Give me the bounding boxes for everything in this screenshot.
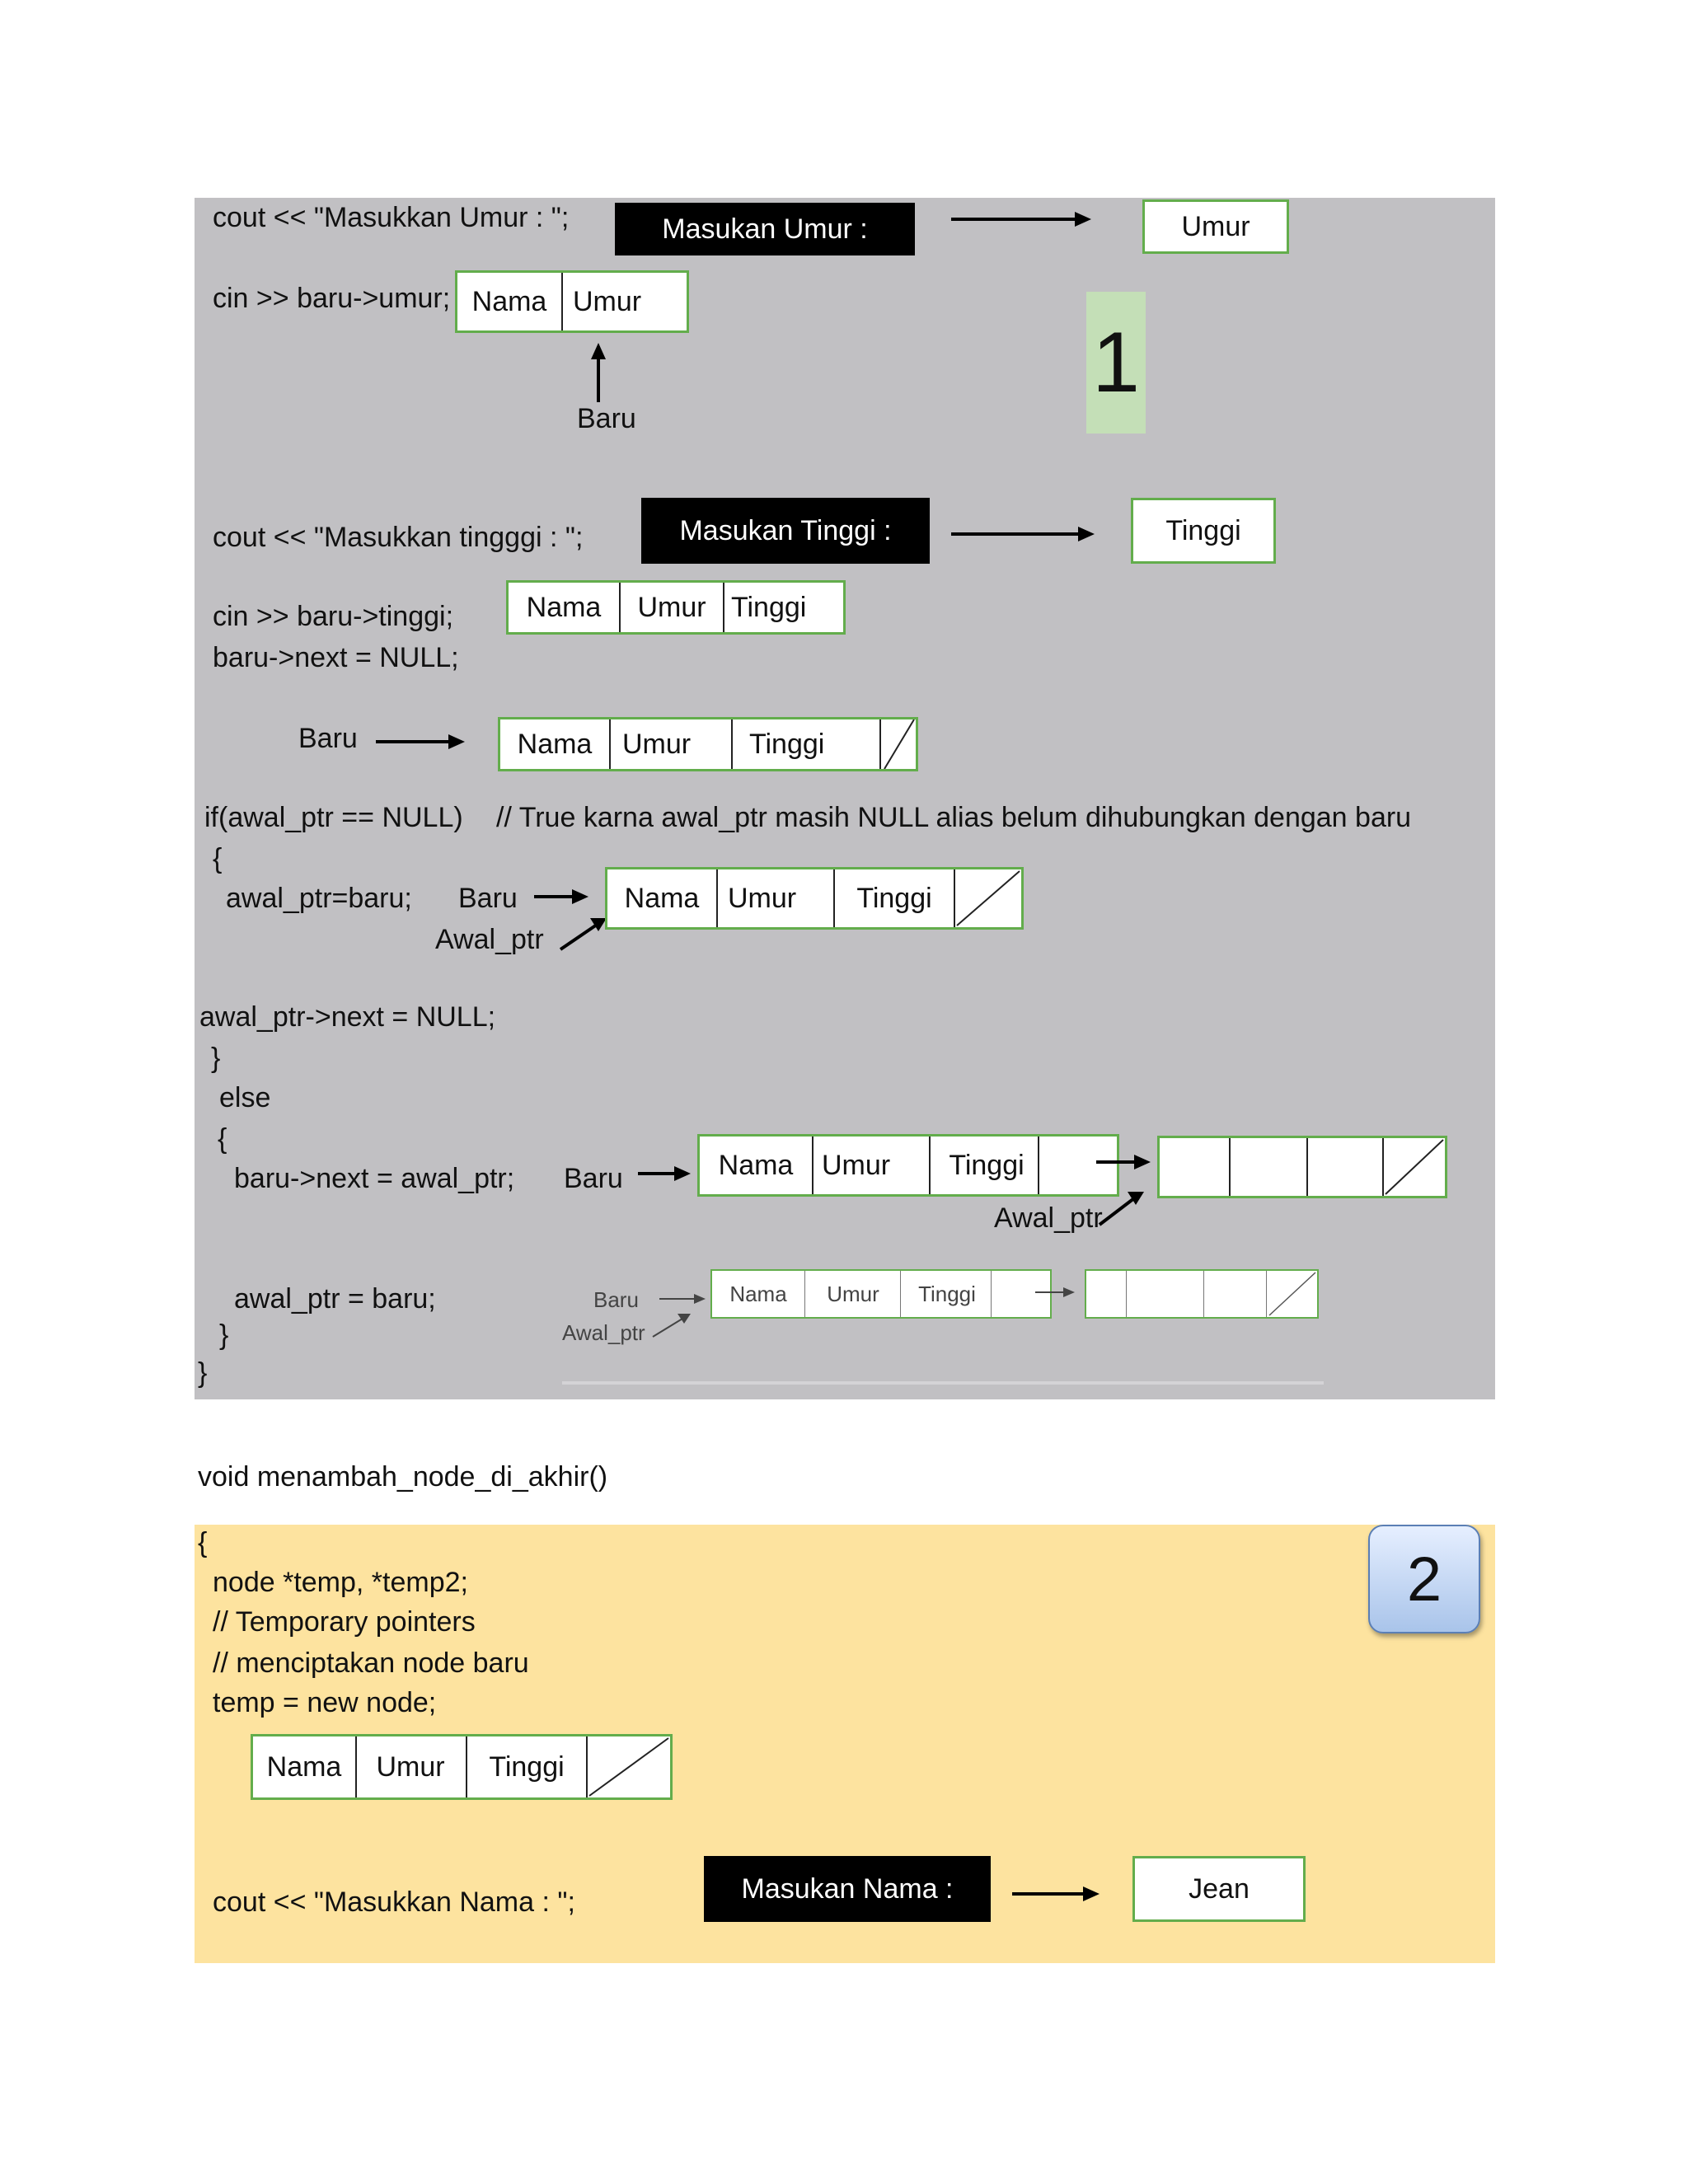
code-comment: // True karna awal_ptr masih NULL alias belum dihubungkan dengan baru bbox=[496, 802, 1412, 833]
node-temp bbox=[251, 1734, 673, 1800]
arrow-right-icon bbox=[951, 524, 1095, 544]
null-pointer-icon bbox=[881, 719, 916, 769]
code-outer-close-brace: } bbox=[198, 1357, 208, 1389]
node-divider bbox=[804, 1271, 805, 1317]
result-nama-box: Jean bbox=[1132, 1856, 1306, 1922]
node-divider bbox=[1229, 1138, 1231, 1196]
node-cell-tinggi: Tinggi bbox=[856, 882, 932, 914]
node-cell-umur: Umur bbox=[622, 728, 692, 760]
node-with-null bbox=[498, 717, 918, 771]
node-cell-umur: Umur bbox=[827, 1281, 879, 1306]
prompt-tinggi-box: Masukan Tinggi : bbox=[641, 498, 930, 564]
code-comment-new: // menciptakan node baru bbox=[213, 1647, 529, 1679]
node-divider bbox=[1203, 1271, 1204, 1317]
null-pointer-icon bbox=[955, 869, 1021, 927]
code-awal-assign: awal_ptr=baru; bbox=[226, 883, 412, 914]
code-if-condition: if(awal_ptr == NULL) bbox=[204, 802, 463, 833]
node-cell-umur: Umur bbox=[376, 1750, 445, 1783]
code-awal-eq-baru: awal_ptr = baru; bbox=[234, 1283, 436, 1315]
node-cell-umur: Umur bbox=[573, 285, 642, 317]
node-divider bbox=[1266, 1271, 1267, 1317]
node-old-awal bbox=[1157, 1136, 1447, 1198]
code-open-brace: { bbox=[213, 843, 223, 874]
label-baru-3: Baru bbox=[458, 883, 518, 914]
node-final-small bbox=[710, 1269, 1052, 1319]
code-else: else bbox=[219, 1082, 271, 1113]
arrow-diagonal-icon bbox=[651, 1312, 692, 1338]
null-pointer-icon bbox=[1268, 1271, 1317, 1317]
node-old-small bbox=[1085, 1269, 1319, 1319]
node-divider bbox=[1038, 1137, 1039, 1194]
arrow-right-icon bbox=[638, 1164, 691, 1183]
null-pointer-icon bbox=[1384, 1138, 1445, 1196]
node-cell-nama: Nama bbox=[729, 1281, 787, 1306]
arrow-right-icon bbox=[659, 1292, 706, 1305]
result-umur-box: Umur bbox=[1142, 199, 1289, 254]
code-awal-next-null: awal_ptr->next = NULL; bbox=[199, 1001, 496, 1033]
code-baru-next-assign: baru->next = awal_ptr; bbox=[234, 1163, 515, 1194]
arrow-right-icon bbox=[1012, 1884, 1100, 1904]
arrow-right-icon bbox=[1096, 1152, 1151, 1172]
arrow-right-icon bbox=[534, 887, 588, 907]
code-cout-umur: cout << "Masukkan Umur : "; bbox=[213, 202, 570, 233]
code-cout-tinggi: cout << "Masukkan tingggi : "; bbox=[213, 522, 584, 553]
code-comment-temp: // Temporary pointers bbox=[213, 1606, 476, 1638]
label-awal-ptr-2: Awal_ptr bbox=[994, 1202, 1103, 1234]
node-cell-tinggi: Tinggi bbox=[489, 1750, 565, 1783]
arrow-right-icon bbox=[951, 209, 1091, 229]
node-cell-tinggi: Tinggi bbox=[949, 1149, 1025, 1181]
code-open-brace-2: { bbox=[198, 1527, 208, 1558]
arrow-diagonal-icon bbox=[559, 916, 608, 951]
node-cell-nama: Nama bbox=[266, 1750, 342, 1783]
node-cell-tinggi: Tinggi bbox=[731, 591, 807, 623]
node-divider bbox=[900, 1271, 901, 1317]
code-temp-decl: node *temp, *temp2; bbox=[213, 1567, 468, 1598]
code-temp-new: temp = new node; bbox=[213, 1687, 437, 1718]
step-badge-2: 2 bbox=[1368, 1525, 1480, 1633]
code-else-close-brace: } bbox=[219, 1319, 229, 1351]
arrow-right-icon bbox=[376, 732, 465, 752]
code-cin-umur: cin >> baru->umur; bbox=[213, 283, 451, 314]
label-awal-ptr-1: Awal_ptr bbox=[435, 924, 544, 955]
node-divider bbox=[991, 1271, 992, 1317]
node-nama-umur bbox=[455, 270, 689, 333]
function-title: void menambah_node_di_akhir() bbox=[198, 1461, 608, 1493]
code-else-open-brace: { bbox=[218, 1123, 227, 1155]
node-cell-umur: Umur bbox=[637, 591, 706, 623]
label-baru-4: Baru bbox=[564, 1163, 623, 1194]
node-cell-tinggi: Tinggi bbox=[749, 728, 825, 760]
node-baru-else bbox=[697, 1134, 1119, 1197]
arrow-up-icon bbox=[588, 343, 608, 402]
node-cell-umur: Umur bbox=[822, 1149, 891, 1181]
code-cin-tinggi: cin >> baru->tinggi; bbox=[213, 601, 454, 632]
node-cell-umur: Umur bbox=[728, 882, 797, 914]
result-tinggi-box: Tinggi bbox=[1131, 498, 1276, 564]
divider-line bbox=[562, 1381, 1324, 1385]
code-close-brace: } bbox=[211, 1043, 221, 1074]
node-cell-tinggi: Tinggi bbox=[918, 1281, 976, 1306]
arrow-diagonal-icon bbox=[1096, 1190, 1146, 1226]
node-awal bbox=[605, 867, 1024, 930]
node-cell-nama: Nama bbox=[517, 728, 593, 760]
node-cell-nama: Nama bbox=[526, 591, 602, 623]
section-1-panel bbox=[195, 198, 1495, 1399]
code-next-null: baru->next = NULL; bbox=[213, 642, 459, 673]
node-nama-umur-tinggi bbox=[506, 580, 846, 635]
prompt-nama-box: Masukan Nama : bbox=[704, 1856, 991, 1922]
node-cell-nama: Nama bbox=[471, 285, 547, 317]
node-divider bbox=[1306, 1138, 1308, 1196]
prompt-umur-box: Masukan Umur : bbox=[615, 203, 915, 255]
code-cout-nama: cout << "Masukkan Nama : "; bbox=[213, 1886, 575, 1918]
label-awal-ptr-small: Awal_ptr bbox=[562, 1320, 645, 1345]
node-cell-nama: Nama bbox=[624, 882, 700, 914]
label-baru-small: Baru bbox=[593, 1287, 639, 1312]
arrow-right-icon bbox=[1035, 1286, 1075, 1299]
null-pointer-icon bbox=[588, 1736, 670, 1797]
node-divider bbox=[1126, 1271, 1127, 1317]
label-baru-2: Baru bbox=[298, 723, 358, 754]
label-baru-1: Baru bbox=[577, 403, 636, 434]
step-badge-1: 1 bbox=[1086, 292, 1146, 434]
node-cell-nama: Nama bbox=[718, 1149, 794, 1181]
